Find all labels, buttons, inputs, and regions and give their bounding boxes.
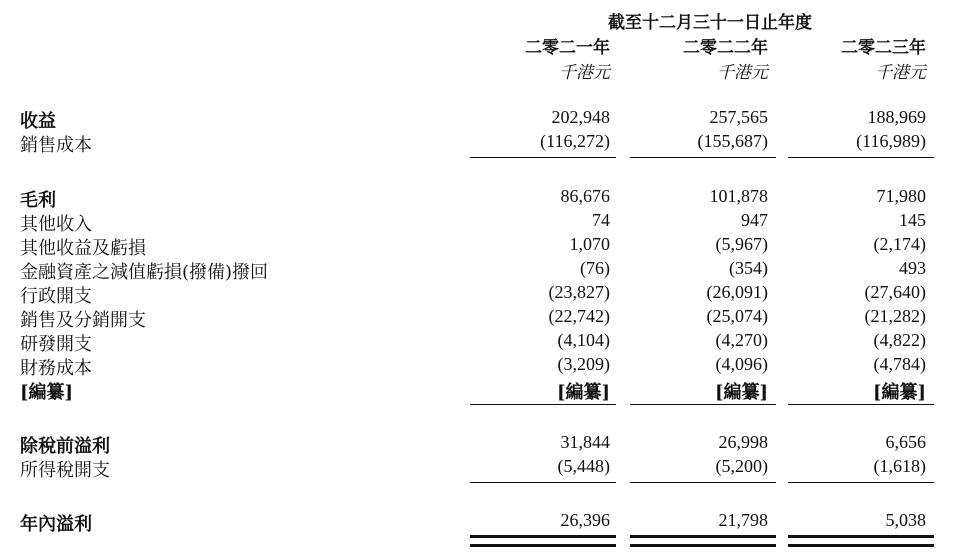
value-2022: 21,798 (718, 510, 768, 530)
total-double-rule (470, 535, 616, 547)
value-2023: (1,618) (873, 456, 926, 476)
value-2021: (22,742) (548, 306, 610, 326)
total-double-rule (630, 535, 776, 547)
year-header-2022: 二零二二年 (683, 38, 768, 58)
value-2023: (2,174) (873, 234, 926, 254)
subtotal-rule (630, 404, 776, 405)
subtotal-rule (470, 482, 616, 483)
table-row-cost-of-sales (0, 131, 971, 155)
value-2021: (3,209) (557, 354, 610, 374)
value-2023: 5,038 (885, 510, 926, 530)
row-label: 研發開支 (20, 334, 92, 355)
value-2021: 1,070 (569, 234, 610, 254)
row-label: 其他收入 (20, 214, 92, 235)
row-label: 金融資產之減值虧損(撥備)撥回 (20, 262, 269, 283)
subtotal-rule (788, 157, 934, 158)
value-2021: (116,272) (540, 131, 610, 151)
value-2023: (27,640) (864, 282, 926, 302)
value-2023: [編纂] (872, 382, 926, 403)
table-row-profit-before-tax (0, 432, 971, 456)
table-row-rnd-expenses (0, 330, 971, 354)
value-2022: (26,091) (706, 282, 768, 302)
table-row-impairment (0, 258, 971, 282)
value-2022: (5,967) (715, 234, 768, 254)
value-2023: (116,989) (856, 131, 926, 151)
row-label: 除稅前溢利 (20, 436, 110, 457)
value-2022: [編纂] (714, 382, 768, 403)
value-2021: 31,844 (560, 432, 610, 452)
row-label: 年內溢利 (20, 514, 92, 535)
row-label: 行政開支 (20, 286, 92, 307)
value-2023: (4,784) (873, 354, 926, 374)
value-2021: (76) (580, 258, 610, 278)
row-label: 銷售成本 (20, 135, 92, 156)
period-header: 截至十二月三十一日止年度 (608, 13, 812, 33)
row-label: 其他收益及虧損 (20, 238, 146, 259)
row-label: 銷售及分銷開支 (20, 310, 146, 331)
value-2021: 202,948 (551, 107, 610, 127)
value-2022: (155,687) (697, 131, 768, 151)
value-2022: 26,998 (718, 432, 768, 452)
value-2021: [編纂] (556, 382, 610, 403)
table-row-profit-for-year (0, 510, 971, 534)
value-2022: (4,096) (715, 354, 768, 374)
value-2023: (4,822) (873, 330, 926, 350)
value-2021: 86,676 (560, 186, 610, 206)
value-2021: 26,396 (560, 510, 610, 530)
row-label: 收益 (20, 111, 56, 132)
subtotal-rule (470, 157, 616, 158)
table-row-redacted (0, 378, 971, 402)
row-label: 毛利 (20, 190, 56, 211)
year-header-2023: 二零二三年 (841, 38, 926, 58)
table-row-revenue (0, 107, 971, 131)
value-2021: (23,827) (548, 282, 610, 302)
value-2023: 188,969 (867, 107, 926, 127)
value-2021: 74 (592, 210, 610, 230)
value-2022: (5,200) (715, 456, 768, 476)
value-2022: (4,270) (715, 330, 768, 350)
row-label: 財務成本 (20, 358, 92, 379)
table-row-selling-expenses (0, 306, 971, 330)
value-2021: (5,448) (557, 456, 610, 476)
table-row-other-income (0, 210, 971, 234)
subtotal-rule (470, 404, 616, 405)
table-row-gross-profit (0, 186, 971, 210)
value-2023: 493 (899, 258, 926, 278)
table-row-finance-costs (0, 354, 971, 378)
value-2022: (354) (729, 258, 768, 278)
row-label: 所得稅開支 (20, 460, 110, 481)
subtotal-rule (788, 404, 934, 405)
value-2021: (4,104) (557, 330, 610, 350)
value-2022: 101,878 (709, 186, 768, 206)
value-2023: 71,980 (876, 186, 926, 206)
unit-header-2021: 千港元 (559, 63, 610, 83)
value-2022: 257,565 (709, 107, 768, 127)
unit-header-2022: 千港元 (717, 63, 768, 83)
unit-header-2023: 千港元 (875, 63, 926, 83)
value-2023: (21,282) (864, 306, 926, 326)
value-2022: 947 (741, 210, 768, 230)
row-label: [編纂] (20, 382, 74, 403)
table-row-admin-expenses (0, 282, 971, 306)
subtotal-rule (630, 157, 776, 158)
table-row-other-gains-losses (0, 234, 971, 258)
table-row-income-tax (0, 456, 971, 480)
value-2023: 145 (899, 210, 926, 230)
value-2023: 6,656 (885, 432, 926, 452)
subtotal-rule (630, 482, 776, 483)
subtotal-rule (788, 482, 934, 483)
year-header-2021: 二零二一年 (525, 38, 610, 58)
value-2022: (25,074) (706, 306, 768, 326)
total-double-rule (788, 535, 934, 547)
